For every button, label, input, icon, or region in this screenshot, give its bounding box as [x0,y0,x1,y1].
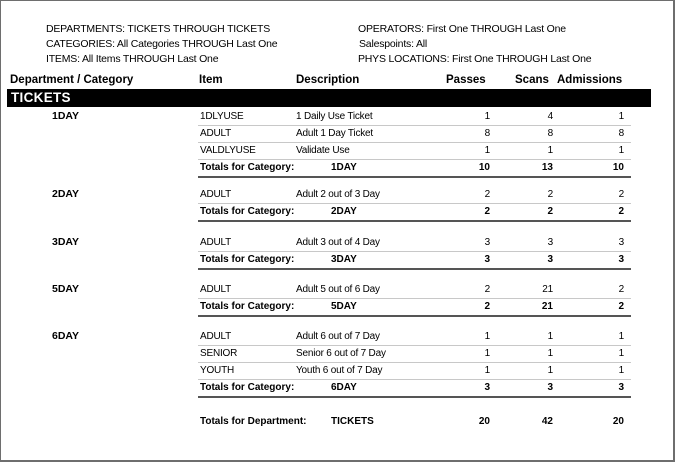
criteria-categories: CATEGORIES: All Categories THROUGH Last One [46,38,278,50]
table-row [198,235,631,252]
admissions-value: 2 [618,284,624,295]
category-totals-name: 3DAY [331,254,357,265]
column-header-item: Item [199,74,223,86]
category-totals-scans: 2 [547,206,553,217]
scans-value: 2 [547,189,553,200]
category-totals-passes: 3 [484,254,490,265]
category-totals-admissions: 3 [618,382,624,393]
table-row [198,109,631,126]
department-totals-name: TICKETS [331,416,374,427]
category-totals-passes: 2 [484,206,490,217]
scans-value: 1 [547,365,553,376]
category-totals-passes: 2 [484,301,490,312]
category-totals-name: 1DAY [331,162,357,173]
item-code: YOUTH [200,365,235,376]
table-row [198,346,631,363]
item-code: ADULT [200,128,232,139]
admissions-value: 1 [618,348,624,359]
department-header-bar [7,89,651,107]
department-totals-admissions: 20 [612,416,624,427]
scans-value: 1 [547,331,553,342]
category-name: 1DAY [52,110,80,122]
passes-value: 1 [484,145,490,156]
criteria-salespoints: Salespoints: All [359,38,428,50]
category-totals-label: Totals for Category: [200,382,295,393]
admissions-value: 1 [618,145,624,156]
category-totals-label: Totals for Category: [200,162,295,173]
column-header-scans: Scans [515,74,549,86]
passes-value: 1 [484,348,490,359]
scans-value: 3 [547,237,553,248]
item-code: ADULT [200,284,232,295]
category-totals-label: Totals for Category: [200,254,295,265]
category-totals-scans: 3 [547,254,553,265]
admissions-value: 1 [618,365,624,376]
item-code: ADULT [200,189,232,200]
department-name: TICKETS [11,90,71,105]
department-totals-row [198,414,631,430]
category-totals-admissions: 2 [618,206,624,217]
category-name: 3DAY [52,236,80,248]
admissions-value: 1 [618,111,624,122]
item-description: Validate Use [296,145,350,156]
item-code: ADULT [200,331,232,342]
category-totals-name: 5DAY [331,301,357,312]
department-totals-label: Totals for Department: [200,416,307,427]
department-totals-passes: 20 [478,416,490,427]
passes-value: 2 [484,284,490,295]
item-code: 1DLYUSE [200,111,244,122]
table-row [198,363,631,380]
item-description: Adult 6 out of 7 Day [296,331,380,342]
category-totals-label: Totals for Category: [200,206,295,217]
category-totals-row [198,252,631,270]
column-header-admissions: Admissions [557,74,623,86]
department-totals-scans: 42 [541,416,553,427]
table-row [198,282,631,299]
category-totals-scans: 21 [541,301,553,312]
category-totals-admissions: 2 [618,301,624,312]
table-row [198,329,631,346]
admissions-value: 2 [618,189,624,200]
table-row [198,187,631,204]
category-totals-row [198,204,631,222]
category-totals-row [198,380,631,398]
criteria-departments: DEPARTMENTS: TICKETS THROUGH TICKETS [46,23,271,35]
passes-value: 1 [484,365,490,376]
passes-value: 2 [484,189,490,200]
item-code: VALDLYUSE [200,145,256,156]
category-name: 5DAY [52,283,80,295]
item-description: Adult 1 Day Ticket [296,128,373,139]
category-name: 6DAY [52,330,80,342]
admissions-value: 8 [618,128,624,139]
admissions-value: 3 [618,237,624,248]
passes-value: 8 [484,128,490,139]
column-header-dept-category: Department / Category [10,74,134,86]
category-totals-passes: 10 [478,162,490,173]
category-totals-passes: 3 [484,382,490,393]
scans-value: 1 [547,348,553,359]
category-totals-row [198,160,631,178]
criteria-operators: OPERATORS: First One THROUGH Last One [358,23,566,35]
column-header-description: Description [296,74,360,86]
scans-value: 1 [547,145,553,156]
column-header-passes: Passes [446,74,486,86]
scans-value: 4 [547,111,553,122]
passes-value: 3 [484,237,490,248]
item-description: Senior 6 out of 7 Day [296,348,386,359]
category-totals-row [198,299,631,317]
item-code: ADULT [200,237,232,248]
admissions-value: 1 [618,331,624,342]
item-description: Adult 5 out of 6 Day [296,284,380,295]
scans-value: 8 [547,128,553,139]
category-totals-scans: 13 [541,162,553,173]
item-description: 1 Daily Use Ticket [296,111,373,122]
category-totals-admissions: 3 [618,254,624,265]
scans-value: 21 [542,284,553,295]
criteria-items: ITEMS: All Items THROUGH Last One [46,53,219,65]
category-totals-scans: 3 [547,382,553,393]
item-code: SENIOR [200,348,238,359]
category-totals-admissions: 10 [612,162,624,173]
item-description: Youth 6 out of 7 Day [296,365,383,376]
passes-value: 1 [484,331,490,342]
category-totals-name: 6DAY [331,382,357,393]
item-description: Adult 3 out of 4 Day [296,237,380,248]
category-totals-label: Totals for Category: [200,301,295,312]
category-name: 2DAY [52,188,80,200]
item-description: Adult 2 out of 3 Day [296,189,380,200]
criteria-phys-locations: PHYS LOCATIONS: First One THROUGH Last One [358,53,592,65]
category-totals-name: 2DAY [331,206,357,217]
table-row [198,143,631,160]
table-row [198,126,631,143]
passes-value: 1 [484,111,490,122]
